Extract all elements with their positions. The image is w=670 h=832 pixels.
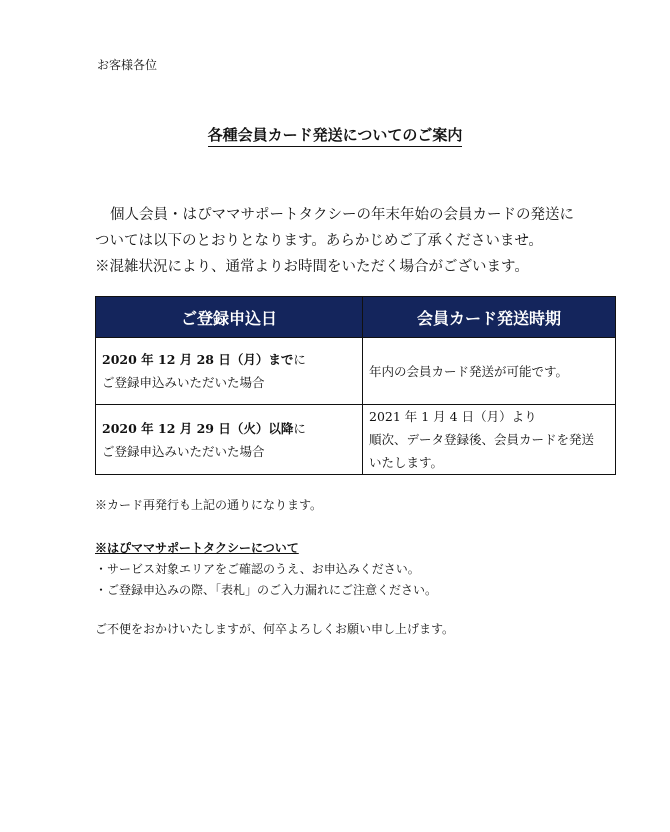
service-notes-heading: ※はぴママサポートタクシーについて — [95, 541, 299, 555]
reissue-note: ※カード再発行も上記の通りになります。 — [95, 498, 323, 512]
page-title — [0, 124, 670, 145]
intro-line-3: ※混雑状況により、通常よりお時間をいただく場合がございます。 — [95, 259, 529, 275]
registration-deadline: 2020 年 12 月 28 日（月）まで — [102, 352, 294, 367]
shipping-text-line: 年内の会員カード発送が可能です。 — [369, 363, 569, 379]
shipping-period-cell — [363, 338, 616, 405]
registration-date-suffix: に — [293, 352, 306, 367]
shipping-text-line: 2021 年 1 月 4 日（月）より — [369, 409, 537, 424]
intro-line-1: 個人会員・はぴママサポートタクシーの年末年始の会員カードの発送に — [110, 207, 574, 223]
registration-deadline: 2020 年 12 月 29 日（火）以降 — [102, 420, 294, 436]
registration-date-cell — [96, 338, 363, 405]
registration-date-suffix: に — [293, 420, 306, 436]
shipping-text-line: 順次、データ登録後、会員カードを発送 — [369, 432, 595, 447]
header-registration-date: ご登録申込日 — [96, 297, 363, 338]
table-header-row — [96, 297, 616, 338]
service-notes — [95, 538, 437, 601]
list-item: ・ご登録申込みの際、「表札」のご入力漏れにご注意ください。 — [95, 583, 438, 597]
table-row — [96, 338, 616, 405]
registration-date-cell — [96, 405, 363, 475]
header-shipping-period: 会員カード発送時期 — [363, 297, 616, 338]
shipping-text-line: いたします。 — [369, 455, 444, 470]
shipping-schedule-table — [95, 296, 616, 475]
intro-line-2: ついては以下のとおりとなります。あらかじめご了承くださいませ。 — [95, 233, 543, 249]
registration-date-line — [102, 348, 356, 371]
table-row — [96, 405, 616, 475]
registration-condition: ご登録申込みいただいた場合 — [102, 443, 265, 459]
list-item: ・サービス対象エリアをご確認のうえ、お申込みください。 — [95, 562, 420, 576]
shipping-period-cell — [363, 405, 616, 475]
registration-condition: ご登録申込みいただいた場合 — [102, 375, 265, 390]
intro-paragraph — [95, 202, 615, 280]
closing-remark: ご不便をおかけいたしますが、何卒よろしくお願い申し上げます。 — [95, 622, 455, 636]
salutation: お客様各位 — [97, 58, 158, 72]
page-title-text: 各種会員カード発送についてのご案内 — [208, 126, 463, 147]
registration-date-line — [102, 417, 356, 440]
